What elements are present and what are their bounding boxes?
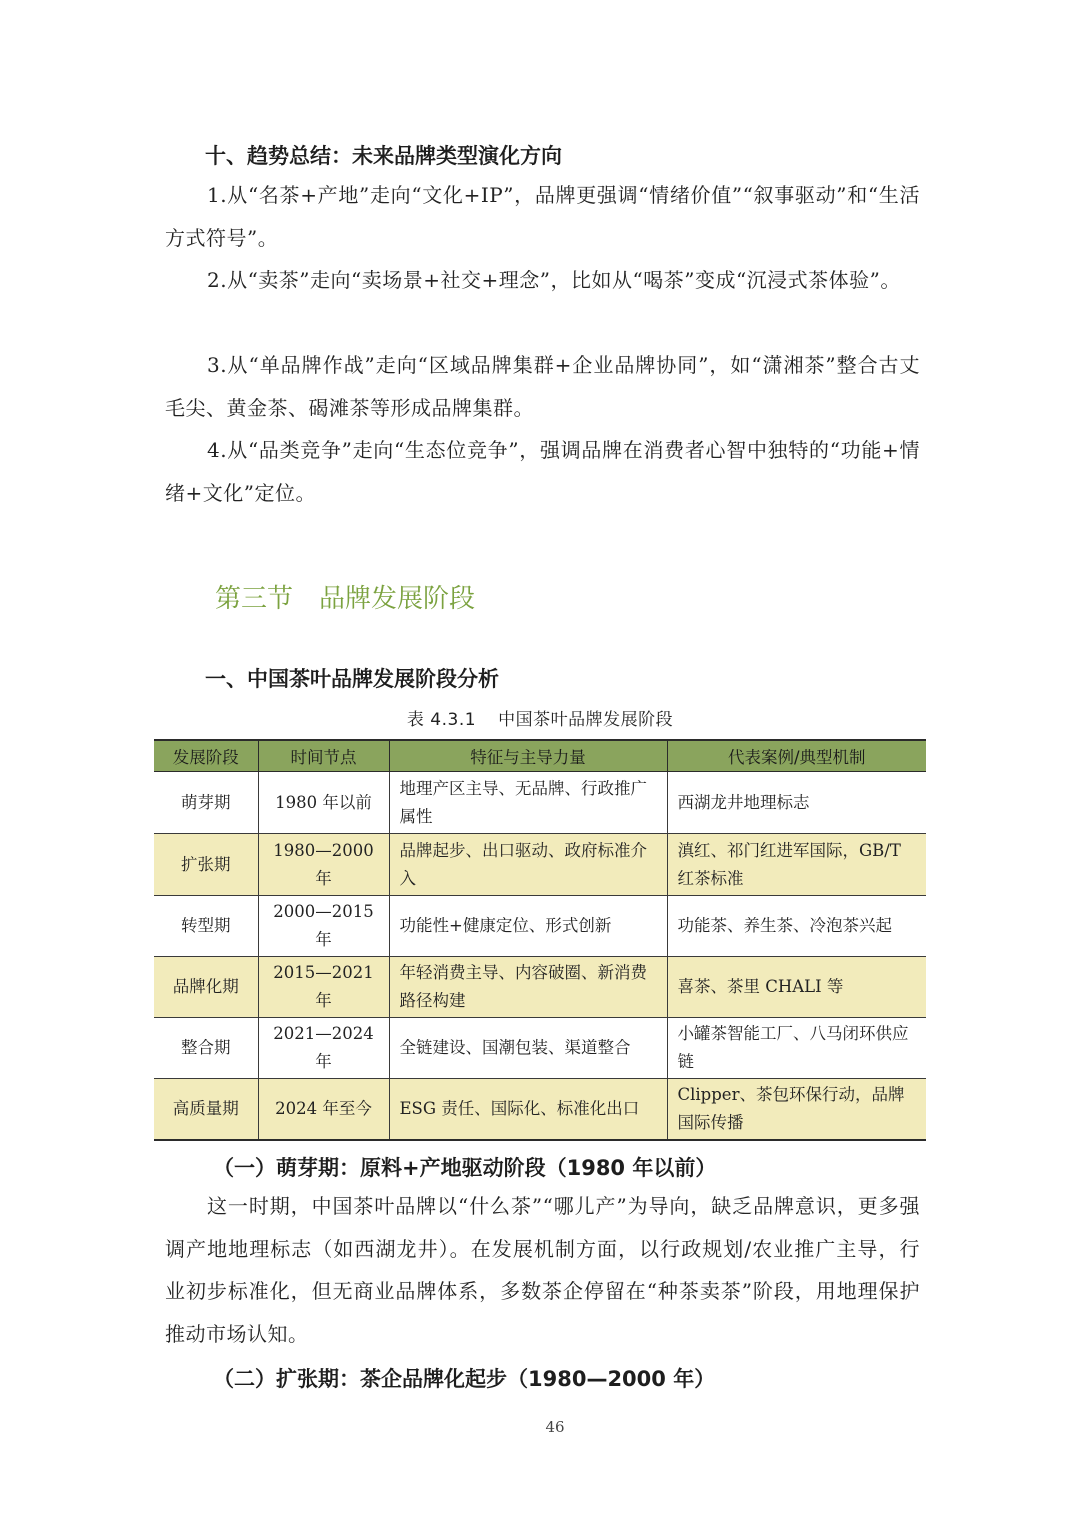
cell-features: ESG 责任、国际化、标准化出口 xyxy=(389,1079,667,1141)
trend-item-4: 4.从“品类竞争”走向“生态位竞争”，强调品牌在消费者心智中独特的“功能+情绪+文化”定位。 xyxy=(165,438,920,505)
cell-cases: 小罐茶智能工厂、八马闭环供应链 xyxy=(667,1018,926,1079)
trend-item-1: 1.从“名茶+产地”走向“文化+IP”，品牌更强调“情绪价值”“叙事驱动”和“生活方式符号”。 xyxy=(165,183,920,250)
cell-cases: 功能茶、养生茶、冷泡茶兴起 xyxy=(667,896,926,957)
cell-cases: 喜茶、茶里 CHALI 等 xyxy=(667,957,926,1018)
cell-time: 2024 年至今 xyxy=(258,1079,389,1141)
header-time: 时间节点 xyxy=(258,740,389,772)
table-caption-title: 中国茶叶品牌发展阶段 xyxy=(498,710,674,730)
table-row xyxy=(154,1018,926,1079)
cell-cases: Clipper、茶包环保行动，品牌国际传播 xyxy=(667,1079,926,1141)
cell-stage: 高质量期 xyxy=(154,1079,258,1141)
table-row xyxy=(154,834,926,896)
table-caption xyxy=(0,705,1080,730)
cell-stage: 整合期 xyxy=(154,1018,258,1079)
table-row xyxy=(154,772,926,834)
trend-item-3: 3.从“单品牌作战”走向“区域品牌集群+企业品牌协同”，如“潇湘茶”整合古丈毛尖、黄金茶、碣滩茶等形成品牌集群。 xyxy=(165,353,920,420)
cell-time: 2000—2015 年 xyxy=(258,896,389,957)
header-features: 特征与主导力量 xyxy=(389,740,667,772)
section-3-title xyxy=(215,578,475,615)
trend-item-2: 2.从“卖茶”走向“卖场景+社交+理念”，比如从“喝茶”变成“沉浸式茶体验”。 xyxy=(207,268,901,292)
section-10-heading: 十、趋势总结：未来品牌类型演化方向 xyxy=(205,144,562,168)
cell-time: 2015—2021 年 xyxy=(258,957,389,1018)
cell-time: 1980 年以前 xyxy=(258,772,389,834)
subsection-1-body: 这一时期，中国茶叶品牌以“什么茶”“哪儿产”为导向，缺乏品牌意识，更多强调产地地理标志（如西湖龙井）。在发展机制方面，以行政规划/农业推广主导，行业初步标准化，但无商业品牌体系，多数茶企停留在“种茶卖茶”阶段，用地理保护推动市场认知。 xyxy=(165,1194,920,1346)
table-row xyxy=(154,1079,926,1141)
cell-stage: 萌芽期 xyxy=(154,772,258,834)
section-name: 品牌发展阶段 xyxy=(319,584,476,614)
subsection-2-heading: （二）扩张期：茶企品牌化起步（1980—2000 年） xyxy=(213,1367,716,1391)
table-row xyxy=(154,896,926,957)
section-number: 第三节 xyxy=(215,584,294,614)
header-stage: 发展阶段 xyxy=(154,740,258,772)
cell-time: 2021—2024 年 xyxy=(258,1018,389,1079)
cell-time: 1980—2000 年 xyxy=(258,834,389,896)
cell-cases: 西湖龙井地理标志 xyxy=(667,772,926,834)
table-caption-number: 表 4.3.1 xyxy=(406,710,477,730)
cell-stage: 品牌化期 xyxy=(154,957,258,1018)
cell-features: 品牌起步、出口驱动、政府标准介入 xyxy=(389,834,667,896)
cell-features: 全链建设、国潮包装、渠道整合 xyxy=(389,1018,667,1079)
table-header-row xyxy=(154,740,926,772)
header-cases: 代表案例/典型机制 xyxy=(667,740,926,772)
brand-stages-table xyxy=(154,739,926,1141)
cell-cases: 滇红、祁门红进军国际，GB/T 红茶标准 xyxy=(667,834,926,896)
cell-features: 功能性+健康定位、形式创新 xyxy=(389,896,667,957)
cell-stage: 扩张期 xyxy=(154,834,258,896)
table-row xyxy=(154,957,926,1018)
cell-stage: 转型期 xyxy=(154,896,258,957)
subsection-1-heading: （一）萌芽期：原料+产地驱动阶段（1980 年以前） xyxy=(213,1156,717,1180)
cell-features: 年轻消费主导、内容破圈、新消费路径构建 xyxy=(389,957,667,1018)
cell-features: 地理产区主导、无品牌、行政推广属性 xyxy=(389,772,667,834)
page-number: 46 xyxy=(545,1418,565,1436)
analysis-heading: 一、中国茶叶品牌发展阶段分析 xyxy=(205,667,499,691)
